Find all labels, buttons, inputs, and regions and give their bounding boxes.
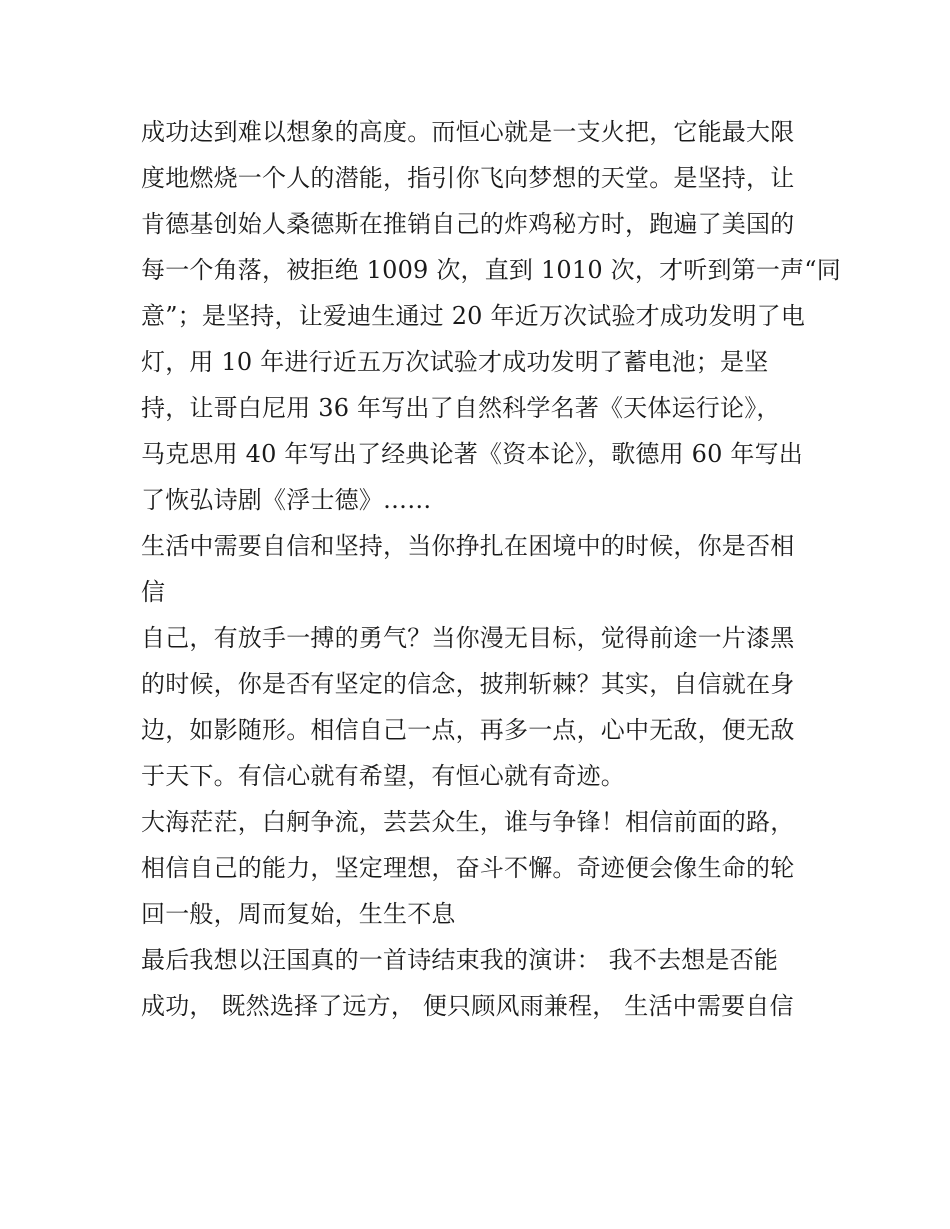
text-line: 回一般，周而复始，生生不息 [141,900,456,928]
text-line: 意”；是坚持，让爱迪生通过 20 年近万次试验才成功发明了电 [141,302,806,330]
document-body [141,109,841,1029]
text-line: 度地燃烧一个人的潜能，指引你飞向梦想的天堂。是坚持，让 [141,164,795,192]
text-line: 灯，用 10 年进行近五万次试验才成功发明了蓄电池；是坚 [141,348,769,376]
text-line: 持，让哥白尼用 36 年写出了自然科学名著《天体运行论》， [141,394,781,422]
text-line: 最后我想以汪国真的一首诗结束我的演讲： 我不去想是否能 [141,946,779,974]
text-line: 的时候，你是否有坚定的信念，披荆斩棘？其实，自信就在身 [141,670,795,698]
text-line: 成功达到难以想象的高度。而恒心就是一支火把，它能最大限 [141,118,795,146]
text-line: 边，如影随形。相信自己一点，再多一点，心中无敌，便无敌 [141,716,795,744]
text-line: 成功， 既然选择了远方， 便只顾风雨兼程， 生活中需要自信 [141,992,794,1020]
text-line: 相信自己的能力，坚定理想，奋斗不懈。奇迹便会像生命的轮 [141,854,795,882]
text-line: 于天下。有信心就有希望，有恒心就有奇迹。 [141,762,625,790]
text-line: 马克思用 40 年写出了经典论著《资本论》，歌德用 60 年写出 [141,440,803,468]
text-line: 信 [141,578,166,606]
text-line: 每一个角落，被拒绝 1009 次，直到 1010 次，才听到第一声“同 [141,256,841,284]
text-line: 自己，有放手一搏的勇气？当你漫无目标，觉得前途一片漆黑 [141,624,795,652]
text-line: 大海茫茫，白舸争流，芸芸众生，谁与争锋！相信前面的路， [141,808,795,836]
text-line: 肯德基创始人桑德斯在推销自己的炸鸡秘方时，跑遍了美国的 [141,210,795,238]
text-line: 生活中需要自信和坚持，当你挣扎在困境中的时候，你是否相 [141,532,795,560]
text-line: 了恢弘诗剧《浮士德》…… [141,486,432,514]
